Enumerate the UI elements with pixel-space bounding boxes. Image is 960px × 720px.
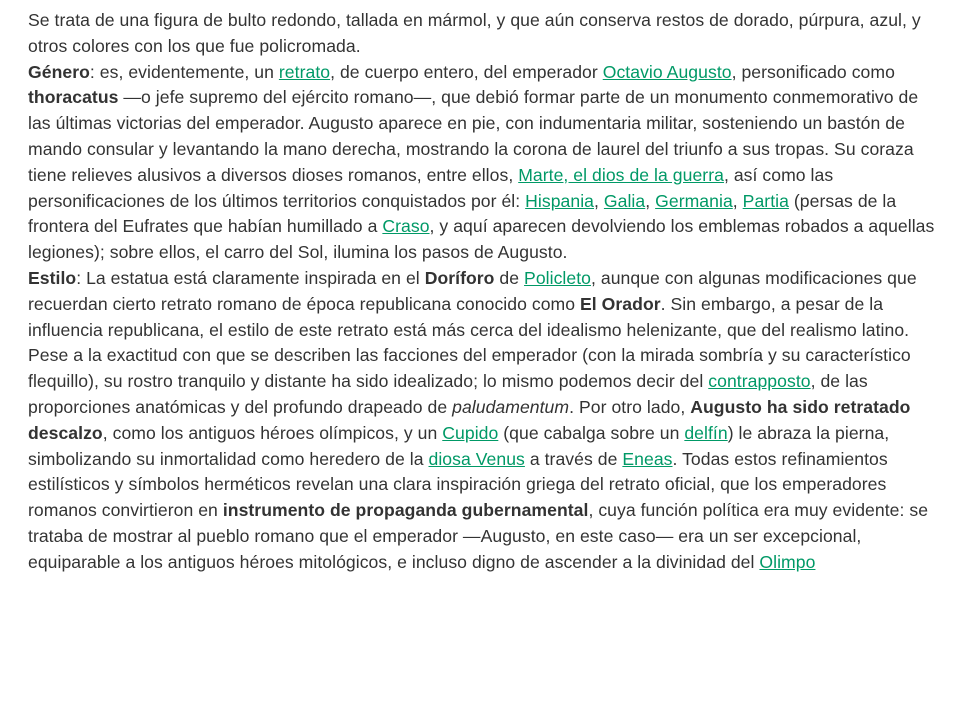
estilo-text: (que cabalga sobre un <box>498 422 685 443</box>
estilo-text: . Sin embargo, a pesar de la influencia republicana, el estilo de este retrato está más cerca del idealismo helenizante, que del realismo latino. Pese a la exactitud con que se describen las facciones del emperador (con la mirada sombría y su característico flequillo), su rostro tranquilo y distante ha sido idealizado; lo mismo podemos decir del <box>28 293 911 392</box>
genero-text: : es, evidentemente, un <box>89 61 279 82</box>
link-galia[interactable]: Galia <box>603 190 646 211</box>
orador-term: El Orador <box>580 293 661 314</box>
link-eneas[interactable]: Eneas <box>622 448 673 469</box>
genero-text: , <box>732 190 743 211</box>
link-hispania[interactable]: Hispania <box>525 190 595 211</box>
link-diosa-venus[interactable]: diosa Venus <box>428 448 525 469</box>
link-olimpo[interactable]: Olimpo <box>759 551 816 572</box>
estilo-text: , de las proporciones anatómicas y del profundo drapeado de <box>28 371 868 417</box>
intro-text: Se trata de una figura de bulto redondo, tallada en mármol, y que aún conserva restos de dorado, púrpura, azul, y otros colores con los que fue policromada. <box>28 10 921 56</box>
genero-text: , <box>645 190 656 211</box>
link-cupido[interactable]: Cupido <box>442 422 499 443</box>
genero-paragraph <box>28 60 938 266</box>
genero-text: , de cuerpo entero, del emperador <box>330 61 603 82</box>
estilo-text: , cuya función política era muy evidente: se trataba de mostrar al pueblo romano que el emperador —Augusto, en este caso— era un ser excepcional, equiparable a los antiguos héroes mitológicos, e incluso digno de ascender a la divinidad del <box>28 500 929 572</box>
genero-text: , así como las personificaciones de los últimos territorios conquistados por él: <box>28 164 834 211</box>
estilo-text: : La estatua está claramente inspirada en el <box>76 267 425 288</box>
estilo-text: , como los antiguos héroes olímpicos, y un <box>102 422 443 443</box>
link-policleto[interactable]: Policleto <box>524 267 591 288</box>
descalzo-phrase: Augusto ha sido retratado descalzo <box>28 396 911 443</box>
intro-paragraph <box>28 8 938 60</box>
estilo-text: a través de <box>524 448 623 469</box>
estilo-text: . Por otro lado, <box>569 396 691 417</box>
genero-text: —o jefe supremo del ejército romano—, que debió formar parte de un monumento conmemorativo de las últimas victorias del emperador. Augusto aparece en pie, con indumentaria militar, sosteniendo un bastón de mando consular y levantando la mano derecha, mostrando la corona de laurel del triunfo a sus tropas. Su coraza tiene relieves alusivos a diversos dioses romanos, entre ellos, <box>28 87 919 185</box>
link-marte[interactable]: Marte, el dios de la guerra <box>518 164 724 185</box>
thoracatus-term: thoracatus <box>28 87 119 108</box>
link-contrapposto[interactable]: contrapposto <box>708 371 811 392</box>
genero-text: , personificado como <box>731 61 895 82</box>
genero-heading: Género <box>28 61 90 82</box>
estilo-paragraph <box>28 266 938 576</box>
link-partia[interactable]: Partia <box>742 190 789 211</box>
estilo-text: , aunque con algunas modificaciones que recuerdan cierto retrato romano de época republicana conocido como <box>28 267 917 314</box>
genero-text: , y aquí aparecen devolviendo los emblemas robados a aquellas legiones); sobre ellos, el carro del Sol, ilumina los pasos de Augusto. <box>28 216 935 263</box>
doriforo-term: Doríforo <box>424 267 495 288</box>
link-retrato[interactable]: retrato <box>278 61 331 82</box>
paludamentum-term: paludamentum <box>452 396 570 417</box>
estilo-text: de <box>494 267 525 288</box>
propaganda-phrase: instrumento de propaganda gubernamental <box>222 500 589 521</box>
link-delfin[interactable]: delfín <box>684 422 728 443</box>
estilo-text: . Todas estos refinamientos estilísticos y símbolos herméticos revelan una clara inspiración griega del retrato oficial, que los emperadores romanos convirtieron en <box>28 448 888 521</box>
link-germania[interactable]: Germania <box>655 190 733 211</box>
genero-text: (persas de la frontera del Eufrates que habían humillado a <box>28 190 897 237</box>
link-octavio-augusto[interactable]: Octavio Augusto <box>602 61 732 82</box>
estilo-text: ) le abraza la pierna, simbolizando su inmortalidad como heredero de la <box>28 422 890 469</box>
link-craso[interactable]: Craso <box>382 216 430 237</box>
genero-text: , <box>594 190 604 211</box>
estilo-heading: Estilo <box>28 267 77 288</box>
